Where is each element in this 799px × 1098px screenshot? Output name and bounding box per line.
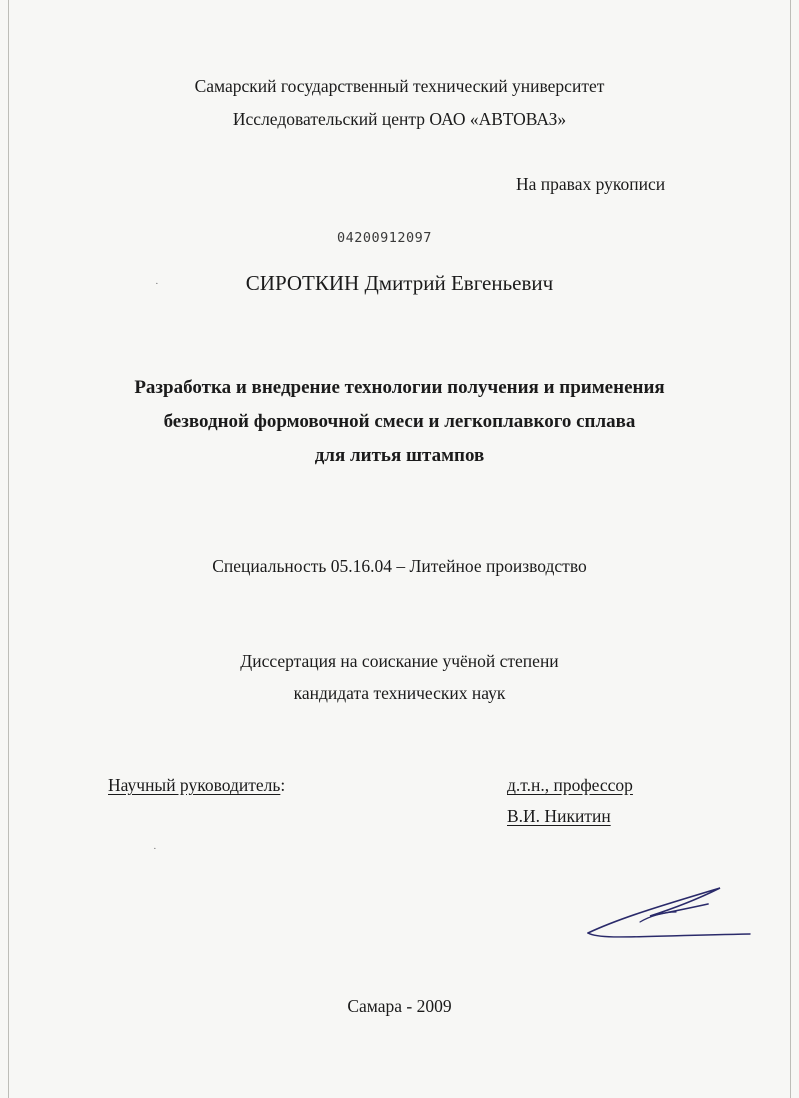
university-name: Самарский государственный технический университет xyxy=(194,76,605,96)
author-name: СИРОТКИН Дмитрий Евгеньевич xyxy=(245,271,554,295)
supervisor-label-colon: : xyxy=(280,775,286,795)
scan-speck: · xyxy=(153,843,157,855)
supervisor-label: Научный руководитель xyxy=(108,775,281,795)
serial-number: 04200912097 xyxy=(337,230,432,246)
research-center: Исследовательский центр ОАО «АВТОВАЗ» xyxy=(232,109,567,129)
supervisor-title: д.т.н., профессор xyxy=(507,775,633,795)
dissertation-title-line-2: безводной формовочной смеси и легкоплавкого сплава xyxy=(163,411,636,432)
specialty: Специальность 05.16.04 – Литейное производство xyxy=(212,556,587,576)
signature-icon xyxy=(580,878,760,948)
dissertation-title-line-3: для литья штампов xyxy=(314,445,485,466)
degree-line-1: Диссертация на соискание учёной степени xyxy=(240,651,559,671)
degree-line-2: кандидата технических наук xyxy=(293,683,506,703)
supervisor-name: В.И. Никитин xyxy=(507,806,611,826)
left-page-edge xyxy=(8,0,9,1098)
dissertation-title-line-1: Разработка и внедрение технологии получения и применения xyxy=(134,377,665,398)
right-page-edge xyxy=(790,0,791,1098)
city-year: Самара - 2009 xyxy=(347,996,452,1016)
supervisor-label-row xyxy=(108,775,285,796)
scan-speck: · xyxy=(155,278,159,290)
manuscript-note: На правах рукописи xyxy=(516,174,666,194)
